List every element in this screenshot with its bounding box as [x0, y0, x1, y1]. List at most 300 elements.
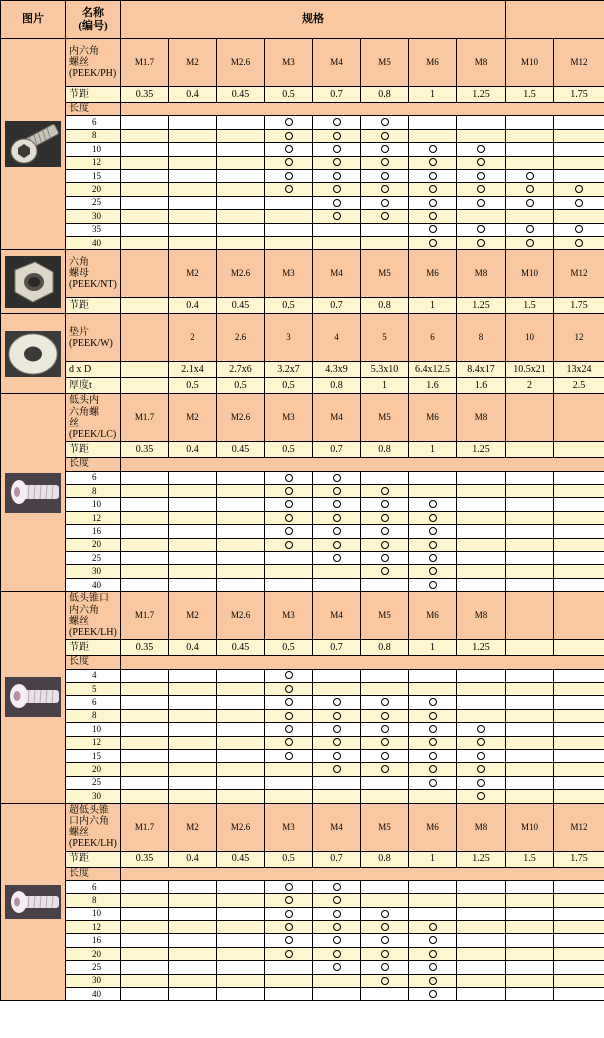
- availability-cell: [409, 947, 457, 960]
- size-cell: M8: [457, 803, 506, 851]
- availability-cell: [457, 169, 506, 182]
- availability-cell: [506, 196, 554, 209]
- availability-cell: [169, 776, 217, 789]
- table-row: [1, 988, 604, 1001]
- availability-cell: [313, 988, 361, 1001]
- availability-cell: [457, 485, 506, 498]
- availability-cell: [409, 565, 457, 578]
- availability-cell: [265, 485, 313, 498]
- length-value: 6: [66, 116, 121, 129]
- size-cell: M3: [265, 394, 313, 442]
- part-name-lh: 低头锥口 内六角 螺丝 (PEEK/LH): [66, 592, 121, 640]
- availability-cell: [121, 525, 169, 538]
- pitch-cell: 0.4: [169, 851, 217, 867]
- availability-cell: [361, 169, 409, 182]
- availability-cell: [217, 723, 265, 736]
- available-circle-icon: [333, 172, 341, 180]
- table-row: [1, 183, 604, 196]
- availability-cell: [265, 947, 313, 960]
- availability-cell: [169, 947, 217, 960]
- availability-cell: [121, 129, 169, 142]
- size-cell: 2: [169, 314, 217, 362]
- availability-cell: [313, 223, 361, 236]
- availability-cell: [121, 169, 169, 182]
- size-cell: M1.7: [121, 394, 169, 442]
- availability-cell: [361, 116, 409, 129]
- available-circle-icon: [429, 950, 437, 958]
- pitch-label: 节距: [66, 851, 121, 867]
- availability-cell: [265, 776, 313, 789]
- size-cell: M3: [265, 592, 313, 640]
- availability-cell: [265, 934, 313, 947]
- availability-cell: [457, 498, 506, 511]
- availability-cell: [506, 723, 554, 736]
- length-value: 8: [66, 709, 121, 722]
- available-circle-icon: [477, 239, 485, 247]
- thickness-cell: 2.5: [554, 378, 604, 394]
- dxd-cell: 10.5x21: [506, 362, 554, 378]
- availability-cell: [121, 236, 169, 249]
- availability-cell: [409, 538, 457, 551]
- length-value: 10: [66, 498, 121, 511]
- length-label: 长度: [66, 458, 121, 471]
- availability-cell: [121, 210, 169, 223]
- part-photo-w: [1, 314, 66, 394]
- availability-cell: [361, 485, 409, 498]
- availability-cell: [457, 749, 506, 762]
- availability-cell: [457, 974, 506, 987]
- availability-cell: [313, 961, 361, 974]
- availability-cell: [313, 565, 361, 578]
- availability-cell: [554, 736, 604, 749]
- availability-cell: [506, 236, 554, 249]
- availability-cell: [554, 974, 604, 987]
- header-picture: 图片: [1, 1, 66, 39]
- availability-cell: [506, 183, 554, 196]
- availability-cell: [457, 196, 506, 209]
- availability-cell: [217, 156, 265, 169]
- availability-cell: [409, 236, 457, 249]
- availability-cell: [169, 578, 217, 591]
- availability-cell: [169, 723, 217, 736]
- availability-cell: [121, 894, 169, 907]
- availability-cell: [313, 736, 361, 749]
- dxd-cell: 8.4x17: [457, 362, 506, 378]
- availability-cell: [506, 552, 554, 565]
- availability-cell: [121, 156, 169, 169]
- availability-cell: [457, 156, 506, 169]
- table-row: [1, 538, 604, 551]
- availability-cell: [506, 129, 554, 142]
- availability-cell: [457, 210, 506, 223]
- pitch-cell: 0.45: [217, 298, 265, 314]
- length-value: 30: [66, 565, 121, 578]
- table-row: [1, 894, 604, 907]
- availability-cell: [361, 880, 409, 893]
- available-circle-icon: [381, 910, 389, 918]
- size-cell: M5: [361, 592, 409, 640]
- availability-cell: [169, 485, 217, 498]
- availability-cell: [409, 498, 457, 511]
- availability-cell: [457, 776, 506, 789]
- availability-cell: [217, 961, 265, 974]
- availability-cell: [313, 723, 361, 736]
- pitch-cell: 1.25: [457, 640, 506, 656]
- availability-cell: [361, 578, 409, 591]
- available-circle-icon: [381, 977, 389, 985]
- size-cell: M2: [169, 39, 217, 87]
- availability-cell: [121, 961, 169, 974]
- availability-cell: [265, 961, 313, 974]
- size-cell: M2.6: [217, 394, 265, 442]
- availability-cell: [361, 763, 409, 776]
- availability-cell: [409, 116, 457, 129]
- availability-cell: [361, 669, 409, 682]
- available-circle-icon: [381, 923, 389, 931]
- available-circle-icon: [477, 199, 485, 207]
- availability-cell: [313, 709, 361, 722]
- pitch-cell: 0.7: [313, 851, 361, 867]
- available-circle-icon: [333, 923, 341, 931]
- availability-cell: [554, 709, 604, 722]
- availability-cell: [217, 236, 265, 249]
- availability-cell: [409, 934, 457, 947]
- size-cell: [554, 394, 604, 442]
- availability-cell: [217, 894, 265, 907]
- table-row: [1, 790, 604, 803]
- availability-cell: [361, 538, 409, 551]
- available-circle-icon: [429, 225, 437, 233]
- availability-cell: [121, 578, 169, 591]
- availability-cell: [217, 776, 265, 789]
- table-row: [1, 485, 604, 498]
- size-cell: M3: [265, 803, 313, 851]
- available-circle-icon: [381, 158, 389, 166]
- availability-cell: [361, 236, 409, 249]
- length-value: 30: [66, 210, 121, 223]
- availability-cell: [506, 578, 554, 591]
- availability-cell: [169, 934, 217, 947]
- table-row: [1, 511, 604, 524]
- availability-cell: [217, 763, 265, 776]
- size-cell: [121, 314, 169, 362]
- availability-cell: [121, 749, 169, 762]
- availability-cell: [313, 907, 361, 920]
- availability-cell: [217, 880, 265, 893]
- size-cell: M2.6: [217, 250, 265, 298]
- availability-cell: [265, 894, 313, 907]
- availability-cell: [554, 880, 604, 893]
- availability-cell: [409, 525, 457, 538]
- availability-cell: [554, 947, 604, 960]
- dxd-cell: 2.7x6: [217, 362, 265, 378]
- available-circle-icon: [381, 950, 389, 958]
- size-cell: 2.6: [217, 314, 265, 362]
- dxd-cell: 13x24: [554, 362, 604, 378]
- availability-cell: [217, 907, 265, 920]
- size-cell: M12: [554, 803, 604, 851]
- availability-cell: [554, 525, 604, 538]
- table-row: [1, 471, 604, 484]
- size-cell: M2.6: [217, 39, 265, 87]
- pitch-cell: 0.45: [217, 87, 265, 103]
- availability-cell: [506, 223, 554, 236]
- availability-cell: [121, 116, 169, 129]
- available-circle-icon: [333, 752, 341, 760]
- availability-cell: [313, 749, 361, 762]
- available-circle-icon: [285, 883, 293, 891]
- available-circle-icon: [285, 132, 293, 140]
- availability-cell: [217, 749, 265, 762]
- size-cell: M2: [169, 250, 217, 298]
- availability-cell: [361, 961, 409, 974]
- available-circle-icon: [429, 158, 437, 166]
- length-value: 16: [66, 525, 121, 538]
- availability-cell: [506, 565, 554, 578]
- availability-cell: [409, 763, 457, 776]
- availability-cell: [506, 169, 554, 182]
- availability-cell: [506, 696, 554, 709]
- available-circle-icon: [381, 199, 389, 207]
- availability-cell: [265, 129, 313, 142]
- low-head-countersunk-screw-icon: [1, 677, 65, 717]
- available-circle-icon: [429, 527, 437, 535]
- length-label: 长度: [66, 867, 121, 880]
- table-row: [1, 498, 604, 511]
- availability-cell: [361, 974, 409, 987]
- availability-cell: [265, 471, 313, 484]
- availability-cell: [554, 210, 604, 223]
- availability-cell: [409, 974, 457, 987]
- availability-cell: [169, 525, 217, 538]
- availability-cell: [554, 552, 604, 565]
- availability-cell: [361, 183, 409, 196]
- availability-cell: [506, 974, 554, 987]
- availability-cell: [265, 511, 313, 524]
- availability-cell: [361, 143, 409, 156]
- availability-cell: [409, 723, 457, 736]
- availability-cell: [361, 790, 409, 803]
- availability-cell: [121, 763, 169, 776]
- availability-cell: [217, 669, 265, 682]
- availability-cell: [554, 894, 604, 907]
- socket-head-cap-screw-icon: [1, 121, 65, 167]
- header-name: 名称 (编号): [66, 1, 121, 39]
- available-circle-icon: [575, 225, 583, 233]
- availability-cell: [554, 498, 604, 511]
- length-value: 4: [66, 669, 121, 682]
- size-cell: M8: [457, 394, 506, 442]
- pitch-cell: [121, 298, 169, 314]
- length-header-fill: [121, 103, 604, 116]
- availability-cell: [265, 669, 313, 682]
- header-spec-extra: [506, 1, 604, 39]
- availability-cell: [217, 485, 265, 498]
- availability-cell: [313, 538, 361, 551]
- availability-cell: [361, 525, 409, 538]
- available-circle-icon: [477, 172, 485, 180]
- pitch-cell: 0.4: [169, 87, 217, 103]
- size-cell: M6: [409, 250, 457, 298]
- availability-cell: [457, 696, 506, 709]
- size-cell: M10: [506, 250, 554, 298]
- length-value: 20: [66, 763, 121, 776]
- table-row: [1, 947, 604, 960]
- availability-cell: [313, 485, 361, 498]
- availability-cell: [506, 156, 554, 169]
- available-circle-icon: [285, 145, 293, 153]
- pitch-cell: 0.7: [313, 640, 361, 656]
- availability-cell: [554, 169, 604, 182]
- availability-cell: [361, 749, 409, 762]
- availability-cell: [313, 763, 361, 776]
- pitch-cell: 0.35: [121, 442, 169, 458]
- availability-cell: [313, 880, 361, 893]
- availability-cell: [457, 143, 506, 156]
- availability-cell: [217, 790, 265, 803]
- pitch-cell: [554, 442, 604, 458]
- availability-cell: [506, 498, 554, 511]
- availability-cell: [265, 988, 313, 1001]
- availability-cell: [121, 790, 169, 803]
- availability-cell: [554, 696, 604, 709]
- size-cell: M2.6: [217, 592, 265, 640]
- table-row: [1, 736, 604, 749]
- available-circle-icon: [285, 698, 293, 706]
- availability-cell: [506, 749, 554, 762]
- pitch-cell: 0.8: [361, 298, 409, 314]
- availability-cell: [169, 538, 217, 551]
- availability-cell: [121, 880, 169, 893]
- available-circle-icon: [285, 725, 293, 733]
- availability-cell: [265, 763, 313, 776]
- availability-cell: [121, 709, 169, 722]
- length-value: 8: [66, 485, 121, 498]
- availability-cell: [554, 116, 604, 129]
- table-row: [1, 763, 604, 776]
- available-circle-icon: [429, 172, 437, 180]
- availability-cell: [506, 894, 554, 907]
- table-row: [1, 565, 604, 578]
- availability-cell: [121, 143, 169, 156]
- availability-cell: [457, 525, 506, 538]
- availability-cell: [169, 894, 217, 907]
- available-circle-icon: [477, 738, 485, 746]
- thickness-cell: 0.5: [169, 378, 217, 394]
- available-circle-icon: [285, 527, 293, 535]
- availability-cell: [217, 129, 265, 142]
- available-circle-icon: [285, 896, 293, 904]
- availability-cell: [554, 129, 604, 142]
- availability-cell: [217, 183, 265, 196]
- availability-cell: [506, 907, 554, 920]
- pitch-cell: 0.35: [121, 851, 169, 867]
- availability-cell: [361, 129, 409, 142]
- availability-cell: [313, 790, 361, 803]
- size-cell: 3: [265, 314, 313, 362]
- available-circle-icon: [333, 185, 341, 193]
- availability-cell: [506, 709, 554, 722]
- availability-cell: [554, 196, 604, 209]
- availability-cell: [409, 129, 457, 142]
- availability-cell: [121, 565, 169, 578]
- availability-cell: [361, 709, 409, 722]
- availability-cell: [409, 961, 457, 974]
- pitch-cell: 1.75: [554, 851, 604, 867]
- available-circle-icon: [333, 132, 341, 140]
- table-row: [1, 103, 604, 116]
- availability-cell: [361, 196, 409, 209]
- size-cell: M2: [169, 592, 217, 640]
- availability-cell: [217, 538, 265, 551]
- availability-cell: [506, 511, 554, 524]
- table-row: [1, 656, 604, 669]
- availability-cell: [121, 736, 169, 749]
- pitch-label: 节距: [66, 87, 121, 103]
- pitch-cell: 1.5: [506, 298, 554, 314]
- table-row: [1, 851, 604, 867]
- availability-cell: [169, 696, 217, 709]
- dxd-cell: 4.3x9: [313, 362, 361, 378]
- availability-cell: [409, 894, 457, 907]
- availability-cell: [169, 183, 217, 196]
- availability-cell: [217, 143, 265, 156]
- availability-cell: [121, 947, 169, 960]
- availability-cell: [169, 709, 217, 722]
- availability-cell: [265, 183, 313, 196]
- availability-cell: [313, 498, 361, 511]
- availability-cell: [554, 669, 604, 682]
- pitch-cell: 0.7: [313, 442, 361, 458]
- table-row: [1, 458, 604, 471]
- size-cell: M8: [457, 592, 506, 640]
- size-cell: M6: [409, 592, 457, 640]
- pitch-cell: 0.4: [169, 298, 217, 314]
- availability-cell: [169, 961, 217, 974]
- available-circle-icon: [381, 765, 389, 773]
- availability-cell: [409, 880, 457, 893]
- size-cell: 5: [361, 314, 409, 362]
- available-circle-icon: [381, 527, 389, 535]
- availability-cell: [457, 947, 506, 960]
- available-circle-icon: [381, 541, 389, 549]
- availability-cell: [265, 565, 313, 578]
- available-circle-icon: [333, 738, 341, 746]
- availability-cell: [457, 921, 506, 934]
- available-circle-icon: [429, 581, 437, 589]
- pitch-cell: 0.5: [265, 851, 313, 867]
- availability-cell: [554, 921, 604, 934]
- table-row: [1, 640, 604, 656]
- availability-cell: [457, 183, 506, 196]
- size-cell: 10: [506, 314, 554, 362]
- availability-cell: [313, 143, 361, 156]
- length-value: 20: [66, 183, 121, 196]
- size-cell: M4: [313, 39, 361, 87]
- available-circle-icon: [381, 698, 389, 706]
- size-cell: 6: [409, 314, 457, 362]
- available-circle-icon: [429, 936, 437, 944]
- size-cell: M4: [313, 592, 361, 640]
- pitch-cell: [506, 442, 554, 458]
- availability-cell: [506, 116, 554, 129]
- length-value: 25: [66, 196, 121, 209]
- length-value: 20: [66, 538, 121, 551]
- available-circle-icon: [381, 487, 389, 495]
- length-value: 10: [66, 907, 121, 920]
- availability-cell: [169, 223, 217, 236]
- pitch-cell: 1.25: [457, 851, 506, 867]
